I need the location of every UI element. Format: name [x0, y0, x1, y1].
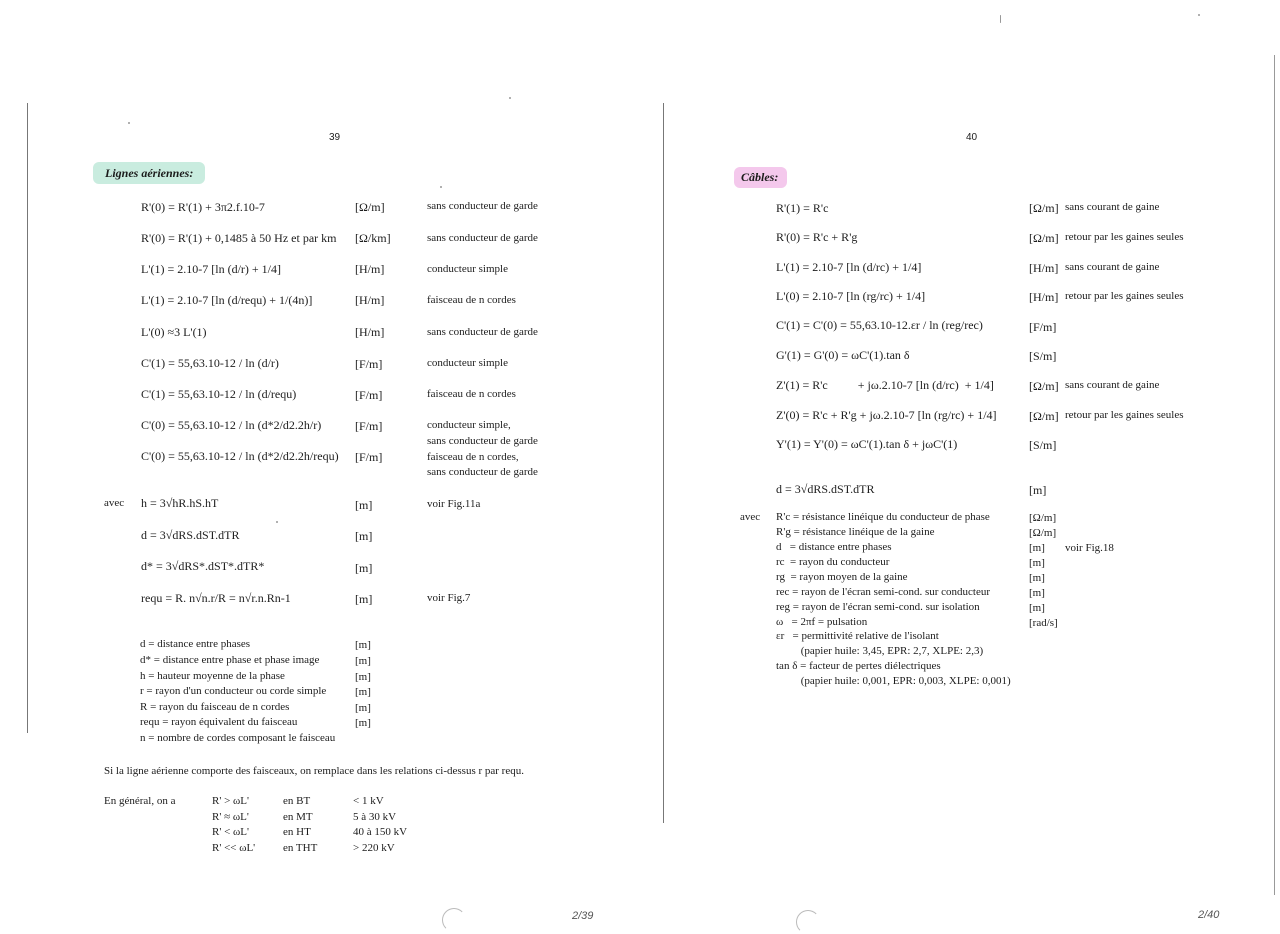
page-number: 39	[329, 132, 341, 143]
note: retour par les gaines seules	[1065, 290, 1184, 302]
unit: [m]	[355, 686, 371, 698]
note: faisceau de n cordes	[427, 388, 516, 400]
unit: [F/m]	[1029, 320, 1057, 334]
relation: R' < ωL'	[212, 826, 249, 838]
voltage-range: < 1 kV	[353, 795, 384, 807]
formula: Z'(0) = R'c + R'g + jω.2.10-7 [ln (rg/rc) + 1/4]	[776, 408, 997, 422]
page-footer: 2/39	[572, 910, 594, 922]
formula: G'(1) = G'(0) = ωC'(1).tan δ	[776, 348, 910, 362]
scan-speck	[440, 186, 442, 188]
note: sans conducteur de garde	[427, 435, 538, 447]
formula: L'(0) ≈3 L'(1)	[141, 325, 207, 339]
note: sans conducteur de garde	[427, 466, 538, 478]
note: sans conducteur de garde	[427, 200, 538, 212]
unit: [rad/s]	[1029, 617, 1058, 629]
unit: [m]	[1029, 542, 1045, 554]
unit: [m]	[355, 702, 371, 714]
formula: h = 3√hR.hS.hT	[141, 496, 219, 510]
definition: R'c = résistance linéique du conducteur de phase	[776, 511, 990, 523]
formula: C'(0) = 55,63.10-12 / ln (d*2/d2.2h/requ)	[141, 449, 339, 463]
formula: C'(1) = C'(0) = 55,63.10-12.εr / ln (reg/rec)	[776, 318, 983, 332]
body-sentence: Si la ligne aérienne comporte des faisceaux, on remplace dans les relations ci-dessus r par requ.	[104, 765, 524, 777]
section-title: Lignes aériennes:	[105, 166, 194, 180]
note: voir Fig.11a	[427, 498, 481, 510]
scan-speck	[1198, 14, 1200, 16]
general-label: En général, on a	[104, 795, 176, 807]
unit: [H/m]	[355, 262, 385, 276]
definition: r = rayon d'un conducteur ou corde simple	[140, 685, 327, 697]
formula: L'(0) = 2.10-7 [ln (rg/rc) + 1/4]	[776, 289, 926, 303]
formula: L'(1) = 2.10-7 [ln (d/requ) + 1/(4n)]	[141, 293, 313, 307]
formula: L'(1) = 2.10-7 [ln (d/rc) + 1/4]	[776, 260, 922, 274]
unit: [m]	[1029, 587, 1045, 599]
unit: [m]	[355, 655, 371, 667]
unit: [S/m]	[1029, 438, 1057, 452]
formula: R'(1) = R'c	[776, 201, 829, 215]
formula: d* = 3√dRS*.dST*.dTR*	[141, 559, 265, 573]
unit: [F/m]	[355, 357, 383, 371]
avec-label: avec	[104, 497, 125, 509]
unit: [Ω/m]	[1029, 527, 1057, 539]
note: sans courant de gaine	[1065, 201, 1160, 213]
definition: requ = rayon équivalent du faisceau	[140, 716, 298, 728]
section-title: Câbles:	[741, 170, 779, 184]
unit: [m]	[355, 561, 373, 575]
unit: [m]	[355, 592, 373, 606]
unit: [m]	[1029, 557, 1045, 569]
note: conducteur simple	[427, 357, 508, 369]
formula: R'(0) = R'(1) + 0,1485 à 50 Hz et par km	[141, 231, 337, 245]
unit: [F/m]	[355, 388, 383, 402]
page-number: 40	[966, 132, 978, 143]
unit: [H/m]	[1029, 261, 1059, 275]
voltage-level: en MT	[283, 811, 313, 823]
scan-speck	[276, 521, 278, 523]
scan-speck	[509, 97, 511, 99]
note: conducteur simple,	[427, 419, 511, 431]
definition: rg = rayon moyen de la gaine	[776, 571, 908, 583]
unit: [Ω/km]	[355, 231, 391, 245]
note: retour par les gaines seules	[1065, 409, 1184, 421]
definition: d = distance entre phases	[776, 541, 892, 553]
voltage-level: en THT	[283, 842, 318, 854]
formula: C'(1) = 55,63.10-12 / ln (d/requ)	[141, 387, 297, 401]
definition: reg = rayon de l'écran semi-cond. sur isolation	[776, 601, 980, 613]
formula: L'(1) = 2.10-7 [ln (d/r) + 1/4]	[141, 262, 281, 276]
unit: [Ω/m]	[1029, 512, 1057, 524]
unit: [m]	[355, 498, 373, 512]
unit: [Ω/m]	[1029, 409, 1059, 423]
definition: d = distance entre phases	[140, 638, 251, 650]
unit: [Ω/m]	[355, 200, 385, 214]
formula: C'(0) = 55,63.10-12 / ln (d*2/d2.2h/r)	[141, 418, 322, 432]
note: sans conducteur de garde	[427, 326, 538, 338]
definition: R = rayon du faisceau de n cordes	[140, 701, 290, 713]
formula: Z'(1) = R'c + jω.2.10-7 [ln (d/rc) + 1/4]	[776, 378, 994, 392]
note: sans courant de gaine	[1065, 379, 1160, 391]
formula: d = 3√dRS.dST.dTR	[776, 482, 875, 496]
left-page-edge	[27, 103, 28, 733]
unit: [m]	[355, 671, 371, 683]
center-divider	[663, 103, 664, 823]
definition: (papier huile: 3,45, EPR: 2,7, XLPE: 2,3)	[776, 645, 984, 657]
formula: Y'(1) = Y'(0) = ωC'(1).tan δ + jωC'(1)	[776, 437, 958, 451]
relation: R' << ωL'	[212, 842, 256, 854]
definition: h = hauteur moyenne de la phase	[140, 670, 285, 682]
note: faisceau de n cordes,	[427, 451, 519, 463]
unit: [F/m]	[355, 419, 383, 433]
unit: [H/m]	[1029, 290, 1059, 304]
definition: d* = distance entre phase et phase image	[140, 654, 320, 666]
binder-mark	[442, 908, 466, 932]
avec-label: avec	[740, 511, 761, 523]
page-footer: 2/40	[1198, 909, 1220, 921]
unit: [m]	[1029, 572, 1045, 584]
formula: R'(0) = R'(1) + 3π2.f.10-7	[141, 200, 265, 214]
definition: R'g = résistance linéique de la gaine	[776, 526, 935, 538]
definition: n = nombre de cordes composant le faisceau	[140, 732, 336, 744]
unit: [m]	[355, 639, 371, 651]
formula: R'(0) = R'c + R'g	[776, 230, 858, 244]
definition: (papier huile: 0,001, EPR: 0,003, XLPE: 0,001)	[776, 675, 1011, 687]
right-page-edge	[1274, 55, 1275, 895]
note: voir Fig.18	[1065, 542, 1114, 554]
voltage-level: en BT	[283, 795, 311, 807]
definition: εr = permittivité relative de l'isolant	[776, 630, 939, 642]
scan-speck	[1000, 15, 1001, 23]
definition: tan δ = facteur de pertes diélectriques	[776, 660, 941, 672]
voltage-range: 5 à 30 kV	[353, 811, 397, 823]
unit: [H/m]	[355, 293, 385, 307]
unit: [m]	[1029, 483, 1047, 497]
unit: [m]	[355, 717, 371, 729]
definition: ω = 2πf = pulsation	[776, 616, 868, 628]
definition: rc = rayon du conducteur	[776, 556, 890, 568]
formula: d = 3√dRS.dST.dTR	[141, 528, 240, 542]
note: conducteur simple	[427, 263, 508, 275]
unit: [Ω/m]	[1029, 201, 1059, 215]
note: retour par les gaines seules	[1065, 231, 1184, 243]
relation: R' > ωL'	[212, 795, 249, 807]
unit: [m]	[1029, 602, 1045, 614]
unit: [Ω/m]	[1029, 379, 1059, 393]
unit: [H/m]	[355, 325, 385, 339]
formula: C'(1) = 55,63.10-12 / ln (d/r)	[141, 356, 279, 370]
unit: [S/m]	[1029, 349, 1057, 363]
note: faisceau de n cordes	[427, 294, 516, 306]
binder-mark	[796, 910, 820, 934]
unit: [F/m]	[355, 450, 383, 464]
scan-speck	[128, 122, 130, 124]
note: sans conducteur de garde	[427, 232, 538, 244]
unit: [m]	[355, 529, 373, 543]
note: voir Fig.7	[427, 592, 471, 604]
voltage-range: > 220 kV	[353, 842, 395, 854]
unit: [Ω/m]	[1029, 231, 1059, 245]
formula: requ = R. n√n.r/R = n√r.n.Rn-1	[141, 591, 291, 605]
definition: rec = rayon de l'écran semi-cond. sur conducteur	[776, 586, 991, 598]
voltage-level: en HT	[283, 826, 311, 838]
relation: R' ≈ ωL'	[212, 811, 249, 823]
voltage-range: 40 à 150 kV	[353, 826, 408, 838]
note: sans courant de gaine	[1065, 261, 1160, 273]
